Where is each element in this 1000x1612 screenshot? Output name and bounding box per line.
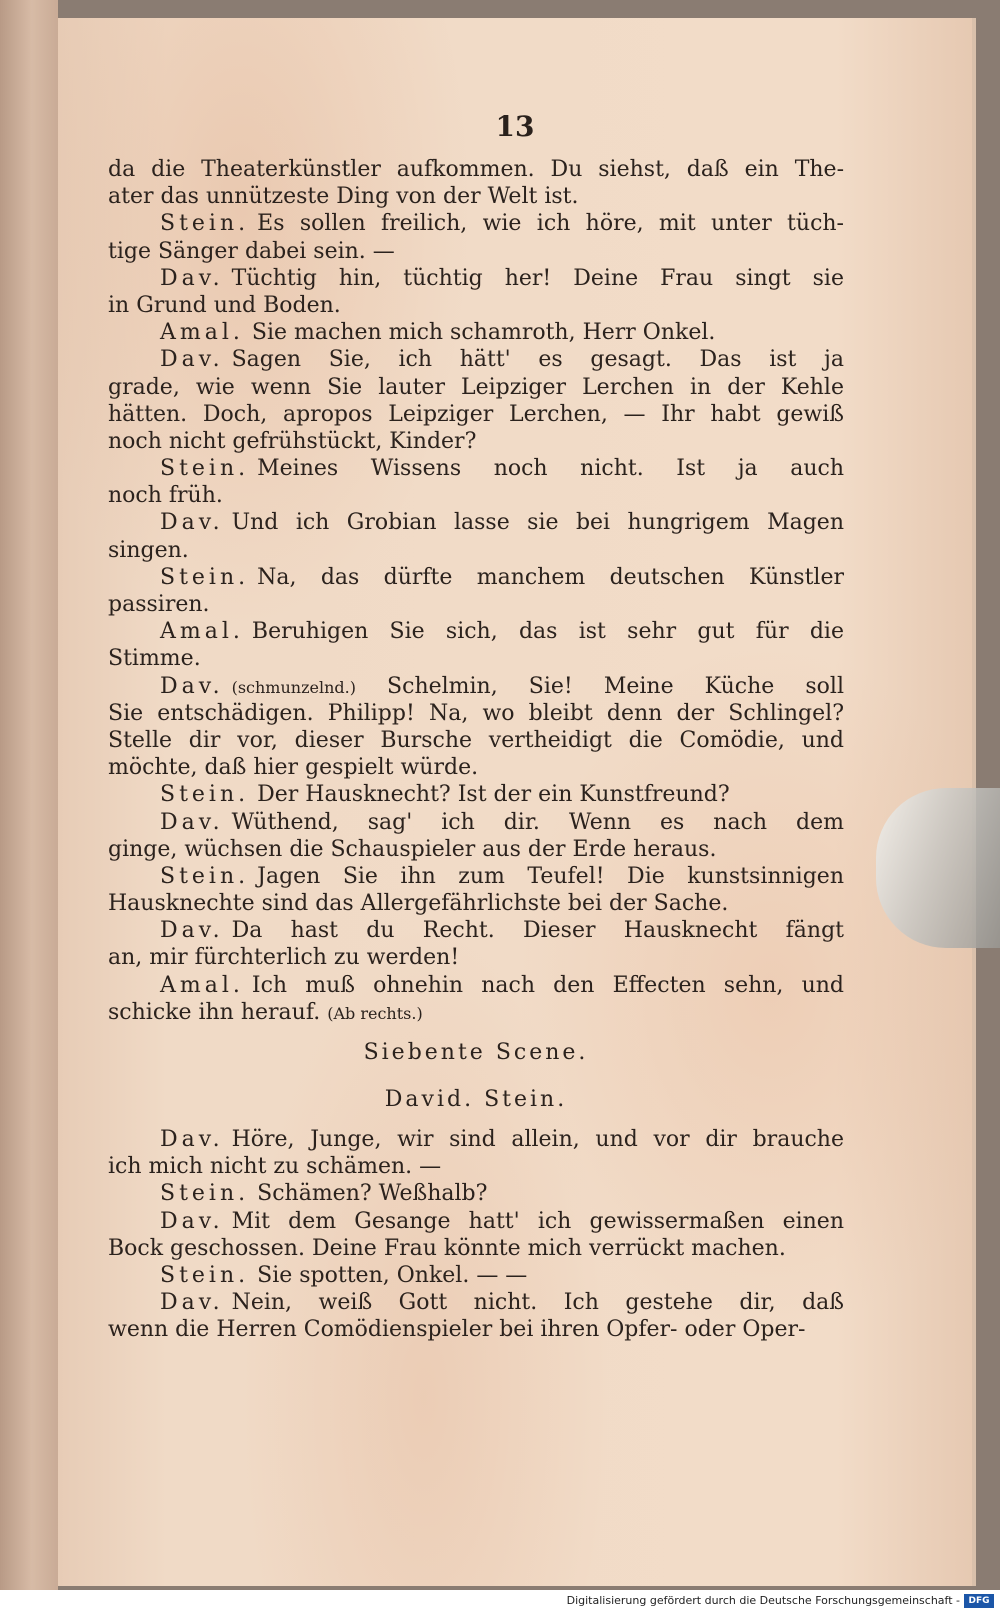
text-line <box>108 972 844 999</box>
line-text: Schelmin, Sie! Meine Küche soll <box>387 673 844 699</box>
line-text: Mit dem Gesange hatt' ich gewissermaßen einen <box>231 1208 844 1234</box>
dialogue-section-1 <box>108 156 844 1026</box>
text-line <box>108 183 844 210</box>
text-line <box>108 210 844 237</box>
footer-bar <box>0 1590 1000 1612</box>
line-text: Stelle dir vor, dieser Bursche vertheidigt die Comödie, und <box>108 727 844 753</box>
text-line <box>108 156 844 183</box>
text-line <box>108 591 844 618</box>
line-text: Ich muß ohnehin nach den Effecten sehn, und <box>251 972 844 998</box>
line-text: Stimme. <box>108 646 201 672</box>
text-line <box>108 781 844 808</box>
line-text: Höre, Junge, wir sind allein, und vor dir brauche <box>231 1127 844 1152</box>
line-text: wenn die Herren Comödienspieler bei ihren Opfer- oder Oper- <box>108 1317 806 1343</box>
text-line <box>108 1208 844 1235</box>
text-line <box>108 455 844 482</box>
scene-heading: Siebente Scene. <box>363 1040 589 1065</box>
text-line <box>108 265 844 292</box>
stage-direction: (Ab rechts.) <box>327 1003 423 1023</box>
speaker-name: Stein. <box>160 1181 250 1207</box>
line-text: singen. <box>108 537 189 563</box>
speaker-name: Dav. <box>160 918 224 944</box>
stage-direction: (schmunzelnd.) <box>231 677 356 697</box>
text-line <box>108 1262 844 1289</box>
speaker-name: Amal. <box>160 320 244 346</box>
text-line <box>108 319 844 346</box>
line-text: hätten. Doch, apropos Leipziger Lerchen, — Ihr habt gewiß <box>108 401 844 427</box>
line-text: Sie machen mich schamroth, Herr Onkel. <box>251 320 716 346</box>
dfg-logo: DFG <box>964 1594 994 1608</box>
text-line <box>108 292 844 319</box>
speaker-name: Stein. <box>160 211 250 237</box>
line-text: Bock geschossen. Deine Frau könnte mich verrückt machen. <box>108 1235 786 1261</box>
line-text: Sie entschädigen. Philipp! Na, wo bleibt denn der Schlingel? <box>108 700 844 726</box>
line-text: in Grund und Boden. <box>108 292 341 318</box>
previous-page-edge <box>0 0 58 1590</box>
speaker-name: Stein. <box>160 1262 250 1288</box>
line-text: ich mich nicht zu schämen. — <box>108 1154 442 1180</box>
line-text: Und ich Grobian lasse sie bei hungrigem Magen <box>231 510 844 536</box>
line-text: Wüthend, sag' ich dir. Wenn es nach dem <box>231 809 844 835</box>
line-text: Da hast du Recht. Dieser Hausknecht fängt <box>231 918 844 944</box>
speaker-name: Dav. <box>160 265 224 291</box>
text-line <box>108 890 844 917</box>
footer-credit: Digitalisierung gefördert durch die Deutsche Forschungsgemeinschaft - <box>566 1594 960 1607</box>
speaker-name: Stein. <box>160 863 250 889</box>
text-line <box>108 1316 844 1343</box>
text-line <box>108 564 844 591</box>
line-text: Hausknechte sind das Allergefährlichste bei der Sache. <box>108 891 729 917</box>
text-line <box>108 999 844 1026</box>
line-text: möchte, daß hier gespielt würde. <box>108 755 479 781</box>
text-line <box>108 727 844 754</box>
line-text: passiren. <box>108 592 210 617</box>
text-line <box>108 1235 844 1262</box>
text-line <box>108 238 844 265</box>
text-line <box>108 944 844 971</box>
text-line <box>108 509 844 536</box>
line-text: Der Hausknecht? Ist der ein Kunstfreund? <box>257 782 730 808</box>
line-text: Meines Wissens noch nicht. Ist ja auch <box>257 456 844 482</box>
text-line <box>108 1180 844 1207</box>
speaker-name: Dav. <box>160 510 224 536</box>
text-line <box>108 863 844 890</box>
speaker-name: Amal. <box>160 619 244 645</box>
text-line <box>108 618 844 645</box>
line-text: Na, das dürfte manchem deutschen Künstler <box>257 564 844 590</box>
line-text: schicke ihn herauf. <box>108 999 321 1025</box>
line-text: noch früh. <box>108 483 223 509</box>
text-line <box>108 700 844 727</box>
line-text: da die Theaterkünstler aufkommen. Du siehst, daß ein The- <box>108 157 844 182</box>
speaker-name: Dav. <box>160 1290 224 1316</box>
text-line <box>108 374 844 401</box>
speaker-name: Dav. <box>160 809 224 835</box>
line-text: grade, wie wenn Sie lauter Leipziger Lerchen in der Kehle <box>108 374 844 400</box>
line-text: Nein, weiß Gott nicht. Ich gestehe dir, daß <box>231 1290 844 1316</box>
line-text: Sagen Sie, ich hätt' es gesagt. Das ist ja <box>231 347 844 373</box>
line-text: Es sollen freilich, wie ich höre, mit unter tüch- <box>257 211 844 237</box>
text-line <box>108 809 844 836</box>
text-line <box>108 836 844 863</box>
line-text: an, mir fürchterlich zu werden! <box>108 945 460 971</box>
speaker-name: Dav. <box>160 1208 224 1234</box>
text-line <box>108 1126 844 1153</box>
text-line <box>108 482 844 509</box>
line-text: ater das unnützeste Ding von der Welt ist. <box>108 184 579 210</box>
text-line <box>108 754 844 781</box>
page-number: 13 <box>495 110 535 143</box>
speaker-name: Stein. <box>160 456 250 482</box>
speaker-name: Stein. <box>160 782 250 808</box>
book-page <box>58 18 976 1586</box>
text-line <box>108 1289 844 1316</box>
text-line <box>108 1153 844 1180</box>
text-block <box>108 156 844 1344</box>
dialogue-section-2 <box>108 1126 844 1344</box>
text-line <box>108 537 844 564</box>
line-text: Beruhigen Sie sich, das ist sehr gut für die <box>251 619 844 645</box>
text-line <box>108 673 844 700</box>
speaker-name: Amal. <box>160 972 244 998</box>
text-line <box>108 645 844 672</box>
line-text: Sie spotten, Onkel. — — <box>257 1262 528 1288</box>
text-line <box>108 917 844 944</box>
speaker-name: Dav. <box>160 1127 224 1152</box>
line-text: Tüchtig hin, tüchtig her! Deine Frau singt sie <box>231 265 844 291</box>
speaker-name: Dav. <box>160 347 224 373</box>
line-text: ginge, wüchsen die Schauspieler aus der Erde heraus. <box>108 836 717 862</box>
page-clip <box>876 788 1000 948</box>
text-line <box>108 346 844 373</box>
text-line <box>108 401 844 428</box>
speaker-name: Dav. <box>160 673 224 699</box>
line-text: tige Sänger dabei sein. — <box>108 238 395 264</box>
speaker-name: Stein. <box>160 564 250 590</box>
line-text: Schämen? Weßhalb? <box>257 1181 488 1207</box>
line-text: Jagen Sie ihn zum Teufel! Die kunstsinnigen <box>257 863 844 889</box>
line-text: noch nicht gefrühstückt, Kinder? <box>108 428 477 454</box>
characters-heading: David. Stein. <box>384 1087 568 1112</box>
text-line <box>108 428 844 455</box>
